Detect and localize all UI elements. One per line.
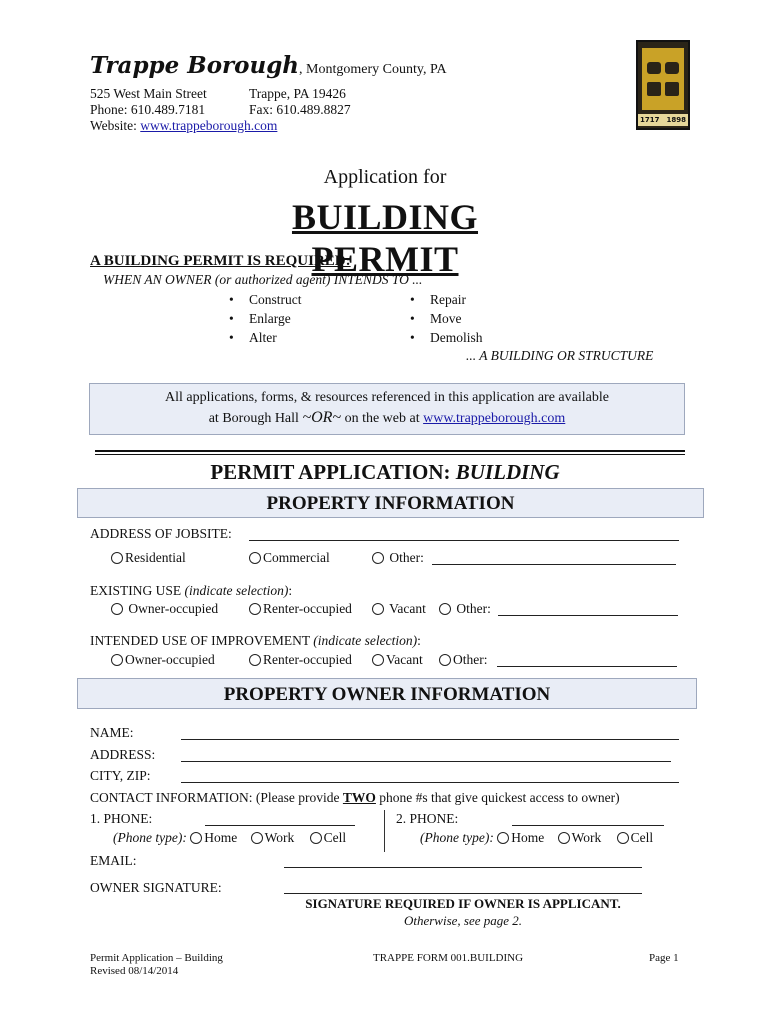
signature-note: SIGNATURE REQUIRED IF OWNER IS APPLICANT.	[305, 896, 621, 911]
existing-vacant[interactable]: Vacant	[372, 601, 426, 617]
website-link[interactable]: www.trappeborough.com	[140, 118, 278, 133]
footer-revised: Revised 08/14/2014	[90, 965, 179, 977]
website-label: Website:	[90, 118, 141, 133]
website-line	[90, 118, 277, 134]
county: , Montgomery County, PA	[299, 62, 447, 77]
existing-use-label: EXISTING USE (indicate selection):	[90, 583, 293, 598]
requirement-subheading: WHEN AN OWNER (or authorized agent) INTENDS TO ...	[103, 272, 423, 287]
footer-form-name: Permit Application – Building	[90, 952, 223, 964]
signature-field[interactable]	[284, 893, 642, 894]
jobsite-address-field[interactable]	[249, 540, 679, 541]
notice-line1: All applications, forms, & resources referenced in this application are available	[165, 390, 609, 405]
radio-icon[interactable]	[249, 552, 261, 564]
seal-year-left: 1717	[640, 116, 660, 124]
email-field[interactable]	[284, 867, 642, 868]
intended-owner-occupied[interactable]: Owner-occupied	[111, 652, 215, 668]
seal-year-right: 1898	[666, 116, 686, 124]
bullet-construct: • Construct	[249, 292, 302, 308]
phone-number: Phone: 610.489.7181	[90, 102, 206, 117]
bullet-move: • Move	[430, 311, 462, 327]
owner-city-label: CITY, ZIP:	[90, 768, 151, 783]
divider	[95, 450, 685, 452]
owner-name-field[interactable]	[181, 739, 679, 740]
radio-icon[interactable]	[372, 552, 384, 564]
radio-icon[interactable]	[372, 603, 384, 615]
application-for: Application for	[323, 166, 447, 188]
owner-address-label: ADDRESS:	[90, 747, 156, 762]
radio-icon[interactable]	[372, 654, 384, 666]
type-option-other[interactable]: Other:	[372, 550, 424, 566]
intended-use-label: INTENDED USE OF IMPROVEMENT (indicate selection):	[90, 633, 421, 648]
signature-label: OWNER SIGNATURE:	[90, 880, 222, 895]
existing-renter-occupied[interactable]: Renter-occupied	[249, 601, 352, 617]
existing-other[interactable]: Other:	[439, 601, 491, 617]
footer-form-code: TRAPPE FORM 001.BUILDING	[373, 952, 524, 964]
footer-page-number: Page 1	[649, 952, 679, 964]
radio-icon[interactable]	[310, 832, 322, 844]
intended-renter-occupied[interactable]: Renter-occupied	[249, 652, 352, 668]
intended-other-field[interactable]	[497, 666, 677, 667]
radio-icon[interactable]	[497, 832, 509, 844]
intended-vacant[interactable]: Vacant	[372, 652, 423, 668]
requirement-heading: A BUILDING PERMIT IS REQUIRED:	[90, 253, 351, 269]
phone1-label: 1. PHONE:	[90, 811, 153, 826]
requirement-footer: ... A BUILDING OR STRUCTURE	[466, 348, 654, 363]
signature-note-2: Otherwise, see page 2.	[403, 913, 523, 928]
type-option-residential[interactable]: Residential	[111, 550, 186, 566]
radio-icon[interactable]	[111, 552, 123, 564]
phone1-type: (Phone type): Home Work Cell	[113, 830, 347, 845]
existing-other-field[interactable]	[498, 615, 678, 616]
bullet-alter: • Alter	[249, 330, 277, 346]
org-name: Trappe Borough	[90, 52, 300, 79]
owner-name-label: NAME:	[90, 725, 134, 740]
radio-icon[interactable]	[251, 832, 263, 844]
radio-icon[interactable]	[617, 832, 629, 844]
radio-icon[interactable]	[558, 832, 570, 844]
radio-icon[interactable]	[249, 654, 261, 666]
letterhead	[90, 52, 447, 79]
notice-link[interactable]: www.trappeborough.com	[423, 411, 566, 426]
bullet-enlarge: • Enlarge	[249, 311, 291, 327]
radio-icon[interactable]	[249, 603, 261, 615]
permit-heading: PERMIT APPLICATION: BUILDING	[210, 460, 560, 484]
email-label: EMAIL:	[90, 853, 137, 868]
phone-column-divider	[384, 810, 385, 852]
existing-owner-occupied[interactable]: Owner-occupied	[111, 601, 218, 617]
owner-info-title: PROPERTY OWNER INFORMATION	[223, 684, 551, 705]
radio-icon[interactable]	[190, 832, 202, 844]
bullet-repair: • Repair	[430, 292, 466, 308]
street-address: 525 West Main Street	[90, 86, 207, 101]
type-option-commercial[interactable]: Commercial	[249, 550, 330, 566]
fax-number: Fax: 610.489.8827	[249, 102, 351, 117]
phone2-label: 2. PHONE:	[396, 811, 459, 826]
jobsite-address-label: ADDRESS OF JOBSITE:	[90, 526, 232, 541]
city-state: Trappe, PA 19426	[249, 86, 346, 101]
radio-icon[interactable]	[111, 654, 123, 666]
radio-icon[interactable]	[439, 603, 451, 615]
property-info-bar	[77, 488, 704, 518]
notice-line2: at Borough Hall ~OR~ on the web at www.trappeborough.com	[208, 409, 566, 426]
property-info-title: PROPERTY INFORMATION	[266, 493, 515, 514]
owner-info-bar	[77, 678, 697, 709]
phone1-field[interactable]	[205, 825, 355, 826]
notice-box	[89, 383, 685, 435]
radio-icon[interactable]	[439, 654, 451, 666]
borough-seal	[636, 40, 690, 130]
type-other-field[interactable]	[432, 564, 676, 565]
phone2-field[interactable]	[512, 825, 664, 826]
phone2-type: (Phone type): Home Work Cell	[420, 830, 654, 845]
owner-city-field[interactable]	[181, 782, 679, 783]
radio-icon[interactable]	[111, 603, 123, 615]
divider-thin	[95, 454, 685, 455]
contact-info-label: CONTACT INFORMATION: (Please provide TWO phone #s that give quickest access to owner)	[90, 790, 620, 805]
owner-address-field[interactable]	[181, 761, 671, 762]
bullet-demolish: • Demolish	[430, 330, 483, 346]
intended-other[interactable]: Other:	[439, 652, 488, 668]
page-title: BUILDING PERMIT	[291, 197, 479, 279]
